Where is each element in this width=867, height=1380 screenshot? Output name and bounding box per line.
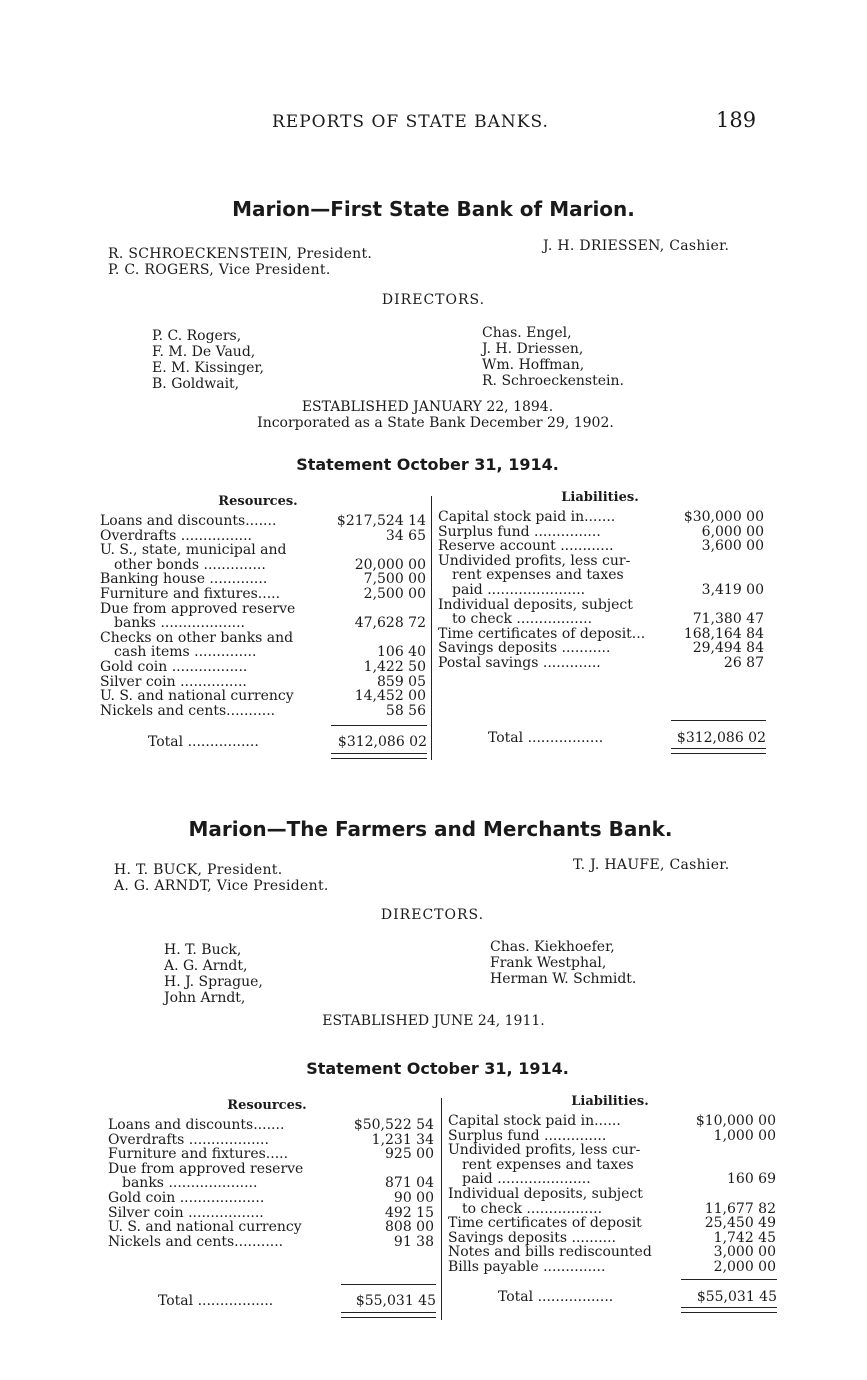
- ledger-row: [448, 1231, 776, 1246]
- ledger-row: [438, 583, 764, 598]
- total-label: Total .................: [498, 1289, 614, 1305]
- ledger-row: [100, 660, 426, 675]
- ledger-label: Loans and discounts.......: [100, 513, 277, 529]
- liabilities-list: [448, 1114, 776, 1275]
- ledger-amount: 20,000 00: [354, 556, 426, 573]
- statement-date: Statement October 31, 1914.: [306, 1059, 569, 1078]
- ledger-amount: 106 40: [377, 644, 426, 661]
- ledger-row: [448, 1114, 776, 1129]
- resources-total: $55,031 45: [355, 1293, 436, 1309]
- ledger-label: Undivided profits, less cur-: [448, 1142, 641, 1159]
- double-rule: [681, 1307, 777, 1313]
- page-number: 189: [716, 108, 757, 132]
- officer-president: R. SCHROECKENSTEIN, President.: [108, 246, 373, 262]
- ledger-row: [438, 612, 764, 627]
- ledger-row: [108, 1118, 434, 1133]
- ledger-amount: $217,524 14: [336, 513, 426, 529]
- ledger-amount: 1,422 50: [363, 658, 426, 675]
- liabilities-total-row: [488, 730, 766, 746]
- ledger-label: Loans and discounts.......: [108, 1117, 285, 1133]
- ledger-amount: 3,000 00: [713, 1244, 776, 1261]
- officers-left: [114, 862, 329, 894]
- liabilities-total: $312,086 02: [676, 730, 766, 746]
- ledger-row: [100, 689, 426, 704]
- ledger-row: [100, 514, 426, 529]
- ledger-amount: $10,000 00: [695, 1113, 776, 1129]
- directors-heading: DIRECTORS.: [380, 907, 485, 923]
- director: A. G. Arndt,: [164, 958, 248, 974]
- ledger-label: Capital stock paid in.......: [438, 509, 616, 525]
- resources-heading: Resources.: [218, 494, 298, 509]
- column-divider: [441, 1098, 442, 1320]
- running-header-title: REPORTS OF STATE BANKS.: [272, 112, 549, 132]
- ledger-label: paid ......................: [452, 581, 586, 598]
- ledger-row: [438, 568, 764, 583]
- resources-list: [108, 1118, 434, 1249]
- liabilities-total: $55,031 45: [696, 1289, 777, 1305]
- ledger-label: Due from approved reserve: [100, 600, 296, 617]
- total-rule: [671, 720, 766, 721]
- ledger-amount: 168,164 84: [683, 625, 764, 642]
- ledger-amount: 58 56: [385, 702, 426, 719]
- ledger-row: [100, 572, 426, 587]
- bank-title: Marion—The Farmers and Merchants Bank.: [188, 817, 673, 841]
- ledger-label: other bonds ..............: [114, 556, 266, 573]
- ledger-row: [448, 1129, 776, 1144]
- director: H. T. Buck,: [164, 942, 242, 958]
- director: Chas. Kiekhoefer,: [490, 939, 615, 955]
- ledger-amount: 26 87: [723, 654, 764, 671]
- ledger-amount: 2,000 00: [713, 1258, 776, 1275]
- ledger-amount: 1,000 00: [713, 1127, 776, 1144]
- ledger-label: Reserve account ............: [438, 538, 614, 555]
- ledger-amount: 2,500 00: [363, 585, 426, 602]
- total-rule: [341, 1284, 436, 1285]
- officer-cashier: T. J. HAUFE, Cashier.: [573, 857, 730, 873]
- directors-left: [152, 328, 264, 392]
- ledger-row: [100, 631, 426, 646]
- ledger-row: [100, 529, 426, 544]
- ledger-label: Time certificates of deposit: [448, 1215, 642, 1232]
- ledger-label: Individual deposits, subject: [448, 1185, 643, 1202]
- ledger-amount: 1,742 45: [713, 1229, 776, 1246]
- ledger-amount: 3,600 00: [701, 538, 764, 555]
- ledger-row: [438, 598, 764, 613]
- director: John Arndt,: [164, 990, 246, 1006]
- ledger-amount: 25,450 49: [704, 1215, 776, 1232]
- double-rule: [341, 1312, 436, 1318]
- established-date: ESTABLISHED JUNE 24, 1911.: [322, 1013, 545, 1029]
- ledger-row: [100, 704, 426, 719]
- ledger-label: Surplus fund ..............: [448, 1127, 607, 1144]
- ledger-row: [438, 554, 764, 569]
- ledger-amount: 1,231 34: [371, 1131, 434, 1148]
- ledger-row: [100, 558, 426, 573]
- ledger-label: banks ...................: [114, 615, 245, 632]
- double-rule: [671, 748, 766, 754]
- ledger-label: Surplus fund ...............: [438, 523, 601, 540]
- ledger-label: Capital stock paid in......: [448, 1113, 621, 1129]
- ledger-label: Individual deposits, subject: [438, 596, 633, 613]
- ledger-amount: 160 69: [727, 1171, 776, 1188]
- ledger-label: Nickels and cents...........: [108, 1233, 284, 1250]
- ledger-label: Bills payable ..............: [448, 1258, 606, 1275]
- ledger-label: rent expenses and taxes: [462, 1156, 634, 1173]
- ledger-row: [438, 525, 764, 540]
- director: Wm. Hoffman,: [482, 357, 585, 373]
- ledger-label: Gold coin .................: [100, 658, 248, 675]
- ledger-label: Furniture and fixtures.....: [108, 1146, 289, 1163]
- ledger-amount: 34 65: [385, 527, 426, 544]
- ledger-amount: 91 38: [393, 1233, 434, 1250]
- ledger-row: [108, 1176, 434, 1191]
- ledger-amount: $50,522 54: [353, 1117, 434, 1133]
- ledger-row: [100, 587, 426, 602]
- ledger-amount: 47,628 72: [354, 615, 426, 632]
- resources-list: [100, 514, 426, 718]
- established-date: ESTABLISHED JANUARY 22, 1894.: [301, 399, 554, 415]
- ledger-row: [438, 627, 764, 642]
- total-label: Total .................: [488, 730, 604, 746]
- director: Frank Westphal,: [490, 955, 607, 971]
- ledger-label: Gold coin ...................: [108, 1189, 265, 1206]
- ledger-row: [438, 656, 764, 671]
- liabilities-heading: Liabilities.: [561, 490, 639, 505]
- ledger-label: Overdrafts ..................: [108, 1131, 269, 1148]
- ledger-label: Postal savings .............: [438, 654, 601, 671]
- director: R. Schroeckenstein.: [482, 373, 624, 389]
- director: Chas. Engel,: [482, 325, 572, 341]
- ledger-label: U. S., state, municipal and: [100, 542, 287, 559]
- ledger-label: Overdrafts ................: [100, 527, 253, 544]
- ledger-row: [108, 1235, 434, 1250]
- ledger-label: to check .................: [452, 611, 593, 628]
- ledger-label: to check .................: [462, 1200, 603, 1217]
- ledger-label: rent expenses and taxes: [452, 567, 624, 584]
- ledger-row: [108, 1206, 434, 1221]
- ledger-amount: 14,452 00: [354, 688, 426, 705]
- resources-total-row: [158, 1293, 436, 1309]
- resources-heading: Resources.: [227, 1098, 307, 1113]
- director: B. Goldwait,: [152, 376, 240, 392]
- statement-date: Statement October 31, 1914.: [296, 455, 559, 474]
- director: E. M. Kissinger,: [152, 360, 265, 376]
- ledger-row: [108, 1133, 434, 1148]
- ledger-row: [448, 1202, 776, 1217]
- directors-right: [490, 939, 636, 987]
- double-rule: [331, 753, 427, 759]
- total-label: Total ................: [148, 734, 259, 750]
- ledger-amount: 71,380 47: [692, 611, 764, 628]
- ledger-label: U. S. and national currency: [108, 1219, 302, 1236]
- ledger-label: Savings deposits ...........: [438, 640, 611, 657]
- ledger-label: U. S. and national currency: [100, 688, 294, 705]
- incorporated-date: Incorporated as a State Bank December 29, 1902.: [257, 415, 614, 431]
- ledger-label: Silver coin ...............: [100, 673, 247, 690]
- officer-vice-president: A. G. ARNDT, Vice President.: [114, 878, 329, 894]
- ledger-label: banks ....................: [122, 1175, 258, 1192]
- total-rule: [331, 725, 427, 726]
- directors-left: [164, 942, 263, 1006]
- ledger-label: paid .....................: [462, 1171, 591, 1188]
- ledger-row: [448, 1172, 776, 1187]
- ledger-row: [448, 1187, 776, 1202]
- ledger-row: [100, 675, 426, 690]
- officer-vice-president: P. C. ROGERS, Vice President.: [108, 262, 331, 278]
- ledger-row: [448, 1216, 776, 1231]
- directors-heading: DIRECTORS.: [381, 292, 486, 308]
- ledger-label: Silver coin .................: [108, 1204, 264, 1221]
- ledger-label: Notes and bills rediscounted: [448, 1244, 652, 1261]
- ledger-row: [100, 602, 426, 617]
- ledger-row: [448, 1143, 776, 1158]
- director: P. C. Rogers,: [152, 328, 242, 344]
- ledger-label: cash items ..............: [114, 644, 257, 661]
- ledger-row: [108, 1162, 434, 1177]
- resources-total: $312,086 02: [337, 734, 427, 750]
- ledger-row: [438, 510, 764, 525]
- liabilities-list: [438, 510, 764, 671]
- ledger-amount: 6,000 00: [701, 523, 764, 540]
- resources-total-row: [148, 734, 427, 750]
- ledger-row: [100, 616, 426, 631]
- ledger-amount: $30,000 00: [683, 509, 764, 525]
- ledger-amount: 3,419 00: [701, 581, 764, 598]
- ledger-row: [438, 539, 764, 554]
- director: H. J. Sprague,: [164, 974, 263, 990]
- ledger-row: [448, 1158, 776, 1173]
- ledger-amount: 7,500 00: [363, 571, 426, 588]
- ledger-row: [448, 1260, 776, 1275]
- ledger-row: [448, 1245, 776, 1260]
- ledger-row: [108, 1220, 434, 1235]
- ledger-row: [100, 645, 426, 660]
- total-rule: [681, 1279, 777, 1280]
- ledger-amount: 871 04: [385, 1175, 434, 1192]
- director: Herman W. Schmidt.: [490, 971, 637, 987]
- ledger-amount: 11,677 82: [704, 1200, 776, 1217]
- directors-right: [482, 325, 624, 389]
- officer-president: H. T. BUCK, President.: [114, 862, 283, 878]
- officer-cashier: J. H. DRIESSEN, Cashier.: [543, 238, 730, 254]
- ledger-amount: 492 15: [385, 1204, 434, 1221]
- liabilities-total-row: [498, 1289, 777, 1305]
- ledger-row: [108, 1191, 434, 1206]
- ledger-label: Due from approved reserve: [108, 1160, 304, 1177]
- ledger-label: Furniture and fixtures.....: [100, 585, 281, 602]
- ledger-amount: 29,494 84: [692, 640, 764, 657]
- ledger-label: Undivided profits, less cur-: [438, 552, 631, 569]
- column-divider: [431, 496, 432, 760]
- ledger-amount: 90 00: [393, 1189, 434, 1206]
- bank-title: Marion—First State Bank of Marion.: [232, 197, 635, 221]
- liabilities-heading: Liabilities.: [571, 1094, 649, 1109]
- ledger-amount: 808 00: [385, 1219, 434, 1236]
- ledger-label: Banking house .............: [100, 571, 268, 588]
- ledger-label: Savings deposits ..........: [448, 1229, 616, 1246]
- ledger-row: [438, 641, 764, 656]
- director: J. H. Driessen,: [482, 341, 584, 357]
- ledger-row: [100, 543, 426, 558]
- ledger-row: [108, 1147, 434, 1162]
- officers-left: [108, 246, 372, 278]
- ledger-label: Checks on other banks and: [100, 629, 294, 646]
- ledger-label: Nickels and cents...........: [100, 702, 276, 719]
- total-label: Total .................: [158, 1293, 274, 1309]
- ledger-label: Time certificates of deposit...: [438, 625, 646, 642]
- ledger-amount: 859 05: [377, 673, 426, 690]
- ledger-amount: 925 00: [385, 1146, 434, 1163]
- director: F. M. De Vaud,: [152, 344, 256, 360]
